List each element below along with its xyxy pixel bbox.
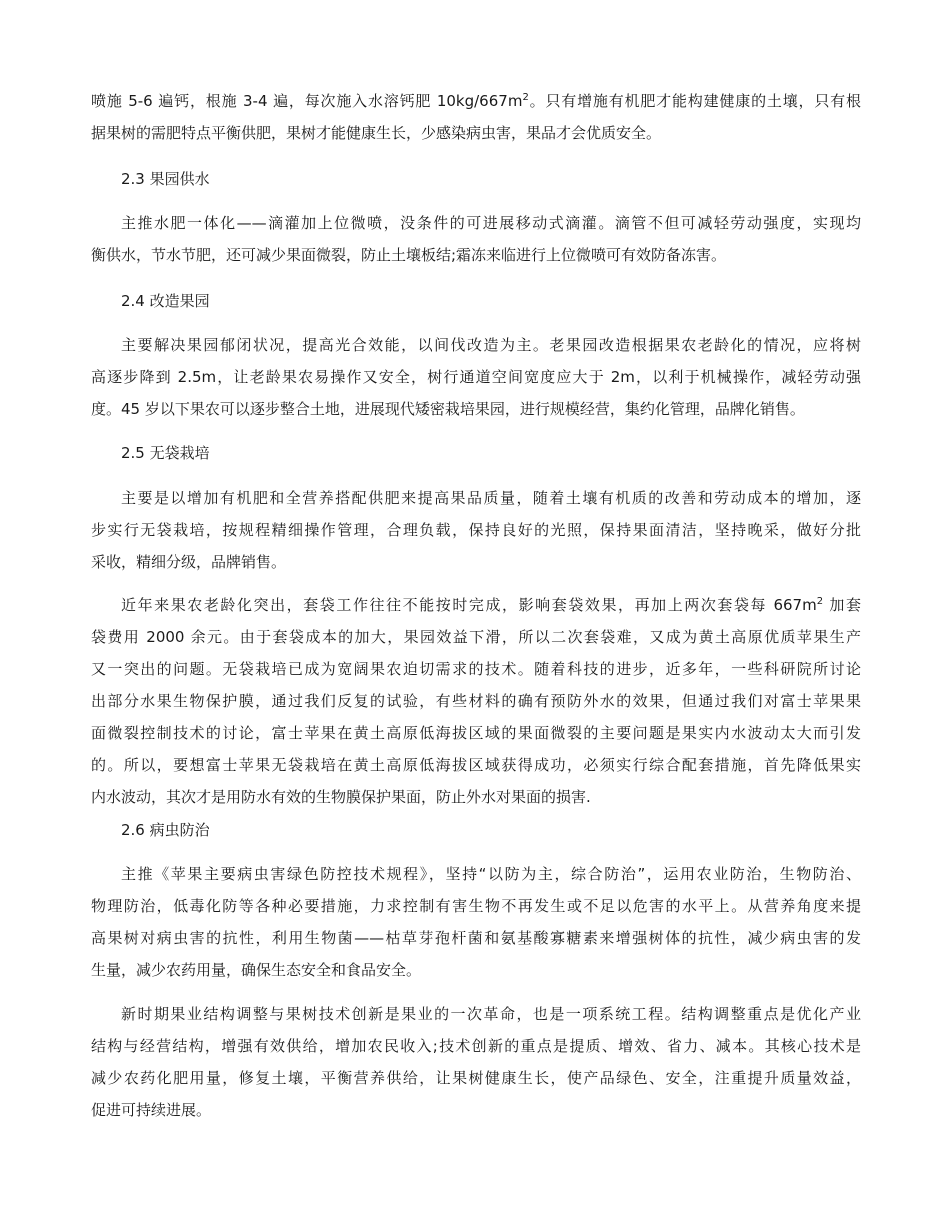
section-heading-2-4: 2.4 改造果园 (121, 292, 210, 310)
paragraph-line (91, 589, 861, 621)
superscript: 2 (816, 596, 824, 607)
paragraph-2-4 (91, 329, 861, 425)
paragraph-line: 的。所以，要想富士苹果无袋栽培在黄土高原低海拔区域获得成功，必须实行综合配套措施，首先降低果实 (91, 756, 861, 774)
paragraph-line: 采收，精细分级，品牌销售。 (91, 553, 287, 571)
paragraph-2-6 (91, 858, 861, 986)
paragraph-line: 高逐步降到 2.5m，让老龄果农易操作又安全，树行通道空间宽度应大于 2m，以利于机械操作，减轻劳动强 (91, 368, 861, 386)
section-heading-2-6: 2.6 病虫防治 (121, 821, 210, 839)
paragraph-line: 出部分水果生物保护膜，通过我们反复的试验，有些材料的确有预防外水的效果，但通过我们对富士苹果果 (91, 692, 861, 710)
paragraph-line: 据果树的需肥特点平衡供肥，果树才能健康生长，少感染病虫害，果品才会优质安全。 (91, 124, 662, 142)
paragraph-2-3 (91, 207, 861, 271)
paragraph-line: 结构与经营结构，增强有效供给，增加农民收入;技术创新的重点是提质、增效、省力、减本。其核心技术是 (91, 1037, 861, 1055)
text-run: 近年来果农老龄化突出，套袋工作往往不能按时完成，影响套袋效果，再加上两次套袋每 667m (121, 596, 817, 614)
paragraph-line: 衡供水，节水节肥，还可减少果面微裂，防止土壤板结;霜冻来临进行上位微喷可有效防备冻害。 (91, 246, 727, 264)
paragraph-2-5-a (91, 482, 861, 578)
paragraph-line: 袋费用 2000 余元。由于套袋成本的加大，果园效益下滑，所以二次套袋难，又成为黄土高原优质苹果生产 (91, 628, 861, 646)
paragraph-line: 生量，减少农药用量，确保生态安全和食品安全。 (91, 961, 422, 979)
section-heading-2-3: 2.3 果园供水 (121, 170, 210, 188)
paragraph-line: 主要是以增加有机肥和全营养搭配供肥来提高果品质量，随着土壤有机质的改善和劳动成本的增加，逐 (121, 489, 861, 507)
paragraph-line: 步实行无袋栽培，按规程精细操作管理，合理负载，保持良好的光照，保持果面清洁，坚持晚采，做好分批 (91, 521, 861, 539)
paragraph-line: 主推水肥一体化——滴灌加上位微喷，没条件的可进展移动式滴灌。滴管不但可减轻劳动强度，实现均 (121, 214, 861, 232)
paragraph-line: 减少农药化肥用量，修复土壤，平衡营养供给，让果树健康生长，使产品绿色、安全，注重提升质量效益， (91, 1069, 861, 1087)
text-run: 。只有增施有机肥才能构建健康的土壤，只有根 (528, 92, 861, 110)
paragraph-conclusion (91, 998, 861, 1126)
paragraph-line (91, 85, 861, 117)
paragraph-line: 主推《苹果主要病虫害绿色防控技术规程》，坚持“以防为主，综合防治”，运用农业防治，生物防治、 (121, 865, 861, 883)
text-run: 加套 (823, 596, 861, 614)
paragraph-line: 又一突出的问题。无袋栽培已成为宽阔果农迫切需求的技术。随着科技的进步，近多年，一些科研院所讨论 (91, 660, 861, 678)
paragraph-line: 促进可持续进展。 (91, 1101, 212, 1119)
paragraph-2-5-b (91, 589, 861, 813)
paragraph-line: 高果树对病虫害的抗性，利用生物菌——枯草芽孢杆菌和氨基酸寡糖素来增强树体的抗性，减少病虫害的发 (91, 929, 861, 947)
paragraph-line: 物理防治，低毒化防等各种必要措施，力求控制有害生物不再发生或不足以危害的水平上。从营养角度来提 (91, 897, 861, 915)
text-run: 喷施 5-6 遍钙，根施 3-4 遍，每次施入水溶钙肥 10kg/667m (91, 92, 523, 110)
paragraph-line: 主要解决果园郁闭状况，提高光合效能，以间伐改造为主。老果园改造根据果农老龄化的情况，应将树 (121, 336, 861, 354)
paragraph-line: 度。45 岁以下果农可以逐步整合土地，进展现代矮密栽培果园，进行规模经营，集约化管理，品牌化销售。 (91, 400, 805, 418)
paragraph-line: 内水波动，其次才是用防水有效的生物膜保护果面，防止外水对果面的损害. (91, 788, 591, 806)
paragraph-line: 面微裂控制技术的讨论，富士苹果在黄土高原低海拔区域的果面微裂的主要问题是果实内水波动太大而引发 (91, 724, 861, 742)
paragraph-line: 新时期果业结构调整与果树技术创新是果业的一次革命，也是一项系统工程。结构调整重点是优化产业 (121, 1005, 861, 1023)
paragraph-intro (91, 85, 861, 149)
superscript: 2 (522, 92, 529, 103)
section-heading-2-5: 2.5 无袋栽培 (121, 444, 210, 462)
